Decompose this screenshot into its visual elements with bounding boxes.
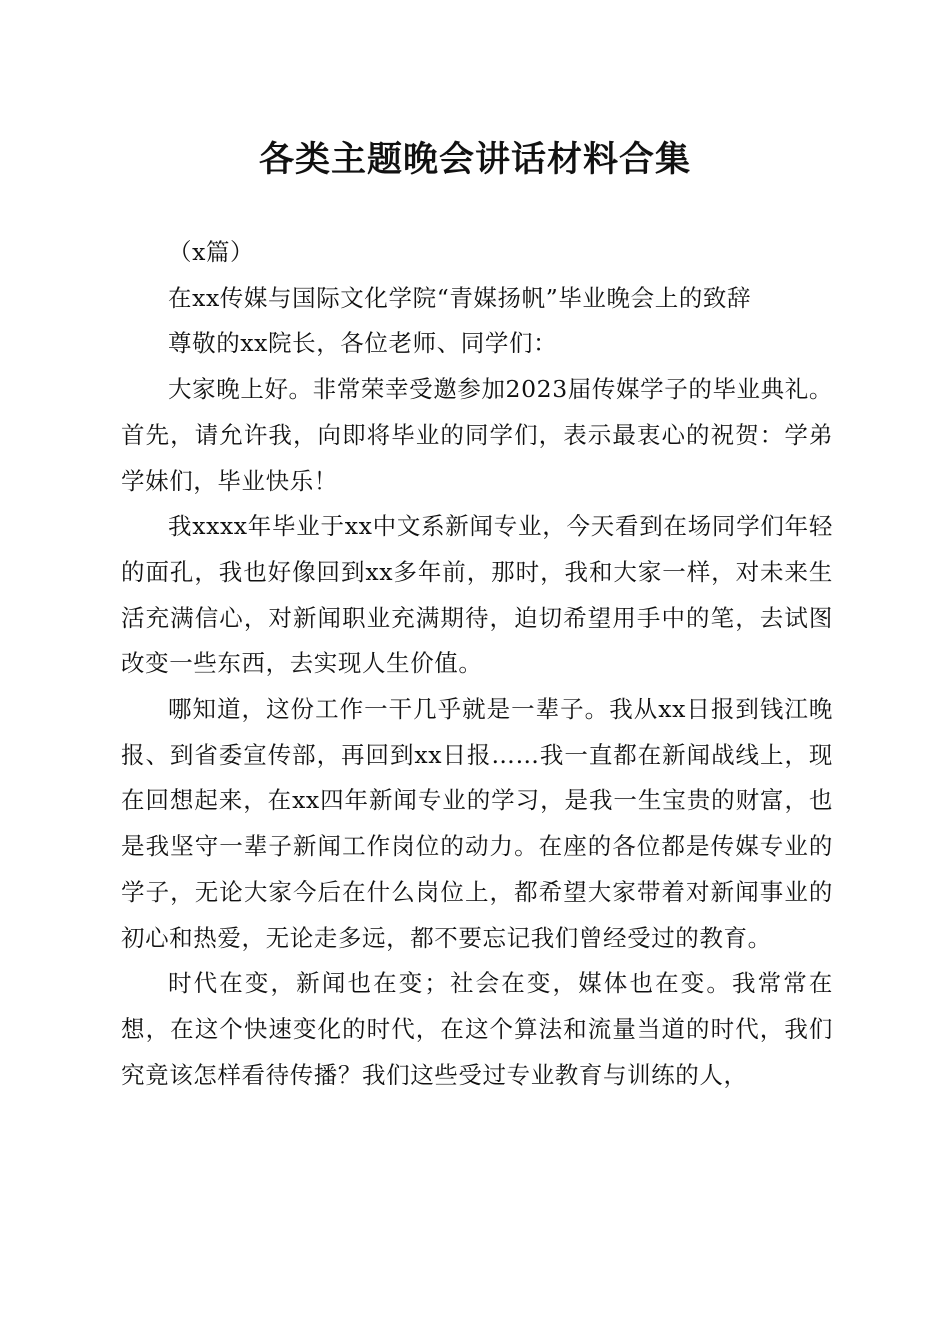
paragraph-background: 我xxxx年毕业于xx中文系新闻专业，今天看到在场同学们年轻的面孔，我也好像回到xx多年前，那时，我和大家一样，对未来生活充满信心，对新闻职业充满期待，迫切希望用手中的笔，去试图改变一些东西，去实现人生价值。 — [121, 512, 833, 678]
document-title: 各类主题晚会讲话材料合集 — [258, 139, 691, 180]
document-body — [121, 230, 833, 1098]
paragraph-salutation: 尊敬的xx院长，各位老师、同学们： — [168, 329, 558, 358]
paragraph-count-note: （x篇） — [168, 238, 255, 266]
paragraph-speech-title: 在xx传媒与国际文化学院“青媒扬帆”毕业晚会上的致辞 — [168, 283, 752, 312]
paragraph-greeting: 大家晚上好。非常荣幸受邀参加2023届传媒学子的毕业典礼。首先，请允许我，向即将毕业的同学们，表示最衷心的祝贺：学弟学妹们，毕业快乐！ — [121, 375, 833, 495]
paragraph-changing-times: 时代在变，新闻也在变；社会在变，媒体也在变。我常常在想，在这个快速变化的时代，在这个算法和流量当道的时代，我们究竟该怎样看待传播？我们这些受过专业教育与训练的人， — [121, 969, 833, 1089]
paragraph-career: 哪知道，这份工作一干几乎就是一辈子。我从xx日报到钱江晚报、到省委宣传部，再回到xx日报……我一直都在新闻战线上，现在回想起来，在xx四年新闻专业的学习，是我一生宝贵的财富，也是我坚守一辈子新闻工作岗位的动力。在座的各位都是传媒专业的学子，无论大家今后在什么岗位上，都希望大家带着对新闻事业的初心和热爱，无论走多远，都不要忘记我们曾经受过的教育。 — [121, 695, 833, 952]
